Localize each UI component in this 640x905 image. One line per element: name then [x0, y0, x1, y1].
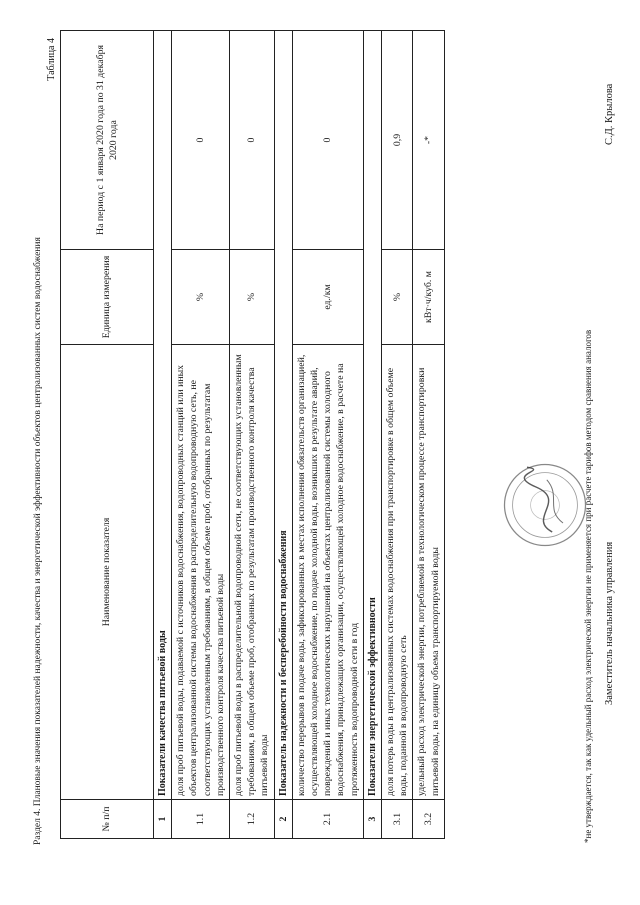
row-num: 2.1: [292, 800, 363, 839]
table-row: [382, 31, 413, 839]
indicator-value: 0,9: [382, 31, 413, 250]
row-num: 1.2: [230, 800, 275, 839]
indicator-name: удельный расход электрической энергии, потребляемой в технологическом процессе транспортировки питьевой воды, на единицу объема транспортируемой воды: [413, 345, 444, 800]
row-num: 3: [363, 800, 381, 839]
indicator-unit: кВт·ч/куб. м: [413, 250, 444, 345]
row-num: 1: [154, 800, 172, 839]
row-num: 2: [274, 800, 292, 839]
header-name: Наименование показателя: [61, 345, 154, 800]
indicator-name: количество перерывов в подаче воды, зафиксированных в местах исполнения обязательств организацией, осуществляющей холодное водоснабжение, по подаче холодной воды, возникших в результате аварий, повреждений и иных технологических нарушений на объектах централизованной системы холодного водоснабжения, принадлежащих организации, осуществляющей холодное водоснабжение, в расчете на протяженность водопроводной сети в год: [292, 345, 363, 800]
indicator-unit: %: [382, 250, 413, 345]
section-title: Показатели энергетической эффективности: [363, 31, 381, 800]
section-row: [154, 31, 172, 839]
indicator-value: 0: [230, 31, 275, 250]
header-unit: Единица измерения: [61, 250, 154, 345]
indicator-value: -*: [413, 31, 444, 250]
table-row: [172, 31, 230, 839]
table-header-row: [61, 31, 154, 839]
indicator-unit: ед./км: [292, 250, 363, 345]
table-row: [292, 31, 363, 839]
footnote: *не утверждается, так как удельный расход электрической энергии не применяется при расчете тарифов методом сравнения аналогов: [583, 329, 593, 843]
signatory-position: Заместитель начальника управления: [604, 541, 615, 705]
header-num: № п/п: [61, 800, 154, 839]
indicators-table: [60, 30, 445, 839]
official-stamp: [500, 460, 590, 550]
indicator-value: 0: [292, 31, 363, 250]
indicator-value: 0: [172, 31, 230, 250]
table-row: [230, 31, 275, 839]
indicator-unit: %: [172, 250, 230, 345]
header-period: На период с 1 января 2020 года по 31 декабря 2020 года: [61, 31, 154, 250]
section-row: [363, 31, 381, 839]
indicator-name: доля проб питьевой воды, подаваемой с источников водоснабжения, водопроводных станций или иных объектов централизованной системы водоснабжения в распределительную водопроводную сеть, не соответствующих установленным требованиям, в общем объеме проб, отобранных по результатам производственного контроля качества питьевой воды: [172, 345, 230, 800]
section-title: Показатель надежности и бесперебойности водоснабжения: [274, 31, 292, 800]
section-title: Показатели качества питьевой воды: [154, 31, 172, 800]
row-num: 3.1: [382, 800, 413, 839]
indicator-unit: %: [230, 250, 275, 345]
table-row: [413, 31, 444, 839]
row-num: 3.2: [413, 800, 444, 839]
signatory-name: С.Д. Крылова: [604, 83, 615, 145]
section-row: [274, 31, 292, 839]
indicator-name: доля потерь воды в централизованных системах водоснабжения при транспортировке в общем объеме воды, поданной в водопроводную сеть: [382, 345, 413, 800]
indicator-name: доля проб питьевой воды в распределительной водопроводной сети, не соответствующих установленным требованиям, в общем объеме проб, отобранных по результатам производственного контроля качества питьевой воды: [230, 345, 275, 800]
section-caption: Раздел 4. Плановые значения показателей надежности, качества и энергетической эффективности объектов централизованных систем водоснабжения: [33, 237, 43, 845]
row-num: 1.1: [172, 800, 230, 839]
table-label: Таблица 4: [46, 38, 57, 81]
